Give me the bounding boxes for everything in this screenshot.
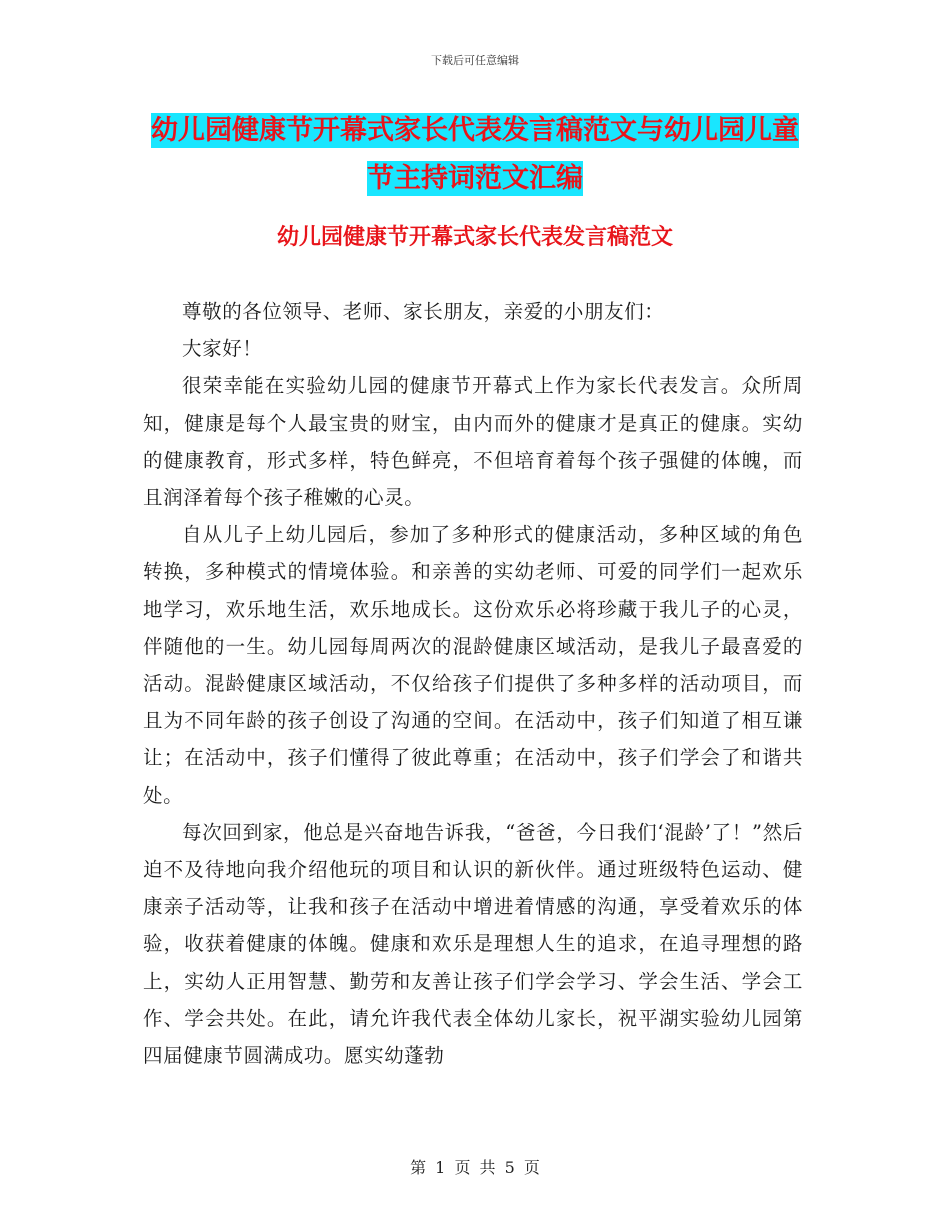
section-title: 幼儿园健康节开幕式家长代表发言稿范文 [276, 225, 673, 250]
body-paragraph: 自从儿子上幼儿园后，参加了多种形式的健康活动，多种区域的角色转换，多种模式的情境体验。和亲善的实幼老师、可爱的同学们一起欢乐地学习，欢乐地生活，欢乐地成长。这份欢乐必将珍藏于我儿子的心灵，伴随他的一生。幼儿园每周两次的混龄健康区域活动，是我儿子最喜爱的活动。混龄健康区域活动，不仅给孩子们提供了多种多样的活动项目，而且为不同年龄的孩子创设了沟通的空间。在活动中，孩子们知道了相互谦让；在活动中，孩子们懂得了彼此尊重；在活动中，孩子们学会了和谐共处。 [143, 523, 803, 807]
main-title-text: 幼儿园健康节开幕式家长代表发言稿范文与幼儿园儿童节主持词范文汇编 [151, 115, 799, 194]
page-number-footer: 第 1 页 共 5 页 [410, 1158, 540, 1177]
body-paragraph: 每次回到家，他总是兴奋地告诉我，“爸爸，今日我们‘混龄’了！”然后迫不及待地向我介绍他玩的项目和认识的新伙伴。通过班级特色运动、健康亲子活动等，让我和孩子在活动中增进着情感的沟通，享受着欢乐的体验，收获着健康的体魄。健康和欢乐是理想人生的追求，在追寻理想的路上，实幼人正用智慧、勤劳和友善让孩子们学会学习、学会生活、学会工作、学会共处。在此，请允许我代表全体幼儿家长，祝平湖实验幼儿园第四届健康节圆满成功。愿实幼蓬勃 [143, 820, 803, 1068]
salutation-paragraph: 尊敬的各位领导、老师、家长朋友，亲爱的小朋友们： [182, 300, 665, 323]
body-paragraph: 很荣幸能在实验幼儿园的健康节开幕式上作为家长代表发言。众所周知，健康是每个人最宝贵的财宝，由内而外的健康才是真正的健康。实幼的健康教育，形式多样，特色鲜亮，不但培育着每个孩子强健的体魄，而且润泽着每个孩子稚嫩的心灵。 [143, 374, 803, 510]
greeting-paragraph: 大家好！ [182, 337, 263, 361]
document-main-title [140, 107, 810, 203]
page-header-note: 下载后可任意编辑 [431, 54, 519, 67]
document-body [143, 293, 803, 1074]
